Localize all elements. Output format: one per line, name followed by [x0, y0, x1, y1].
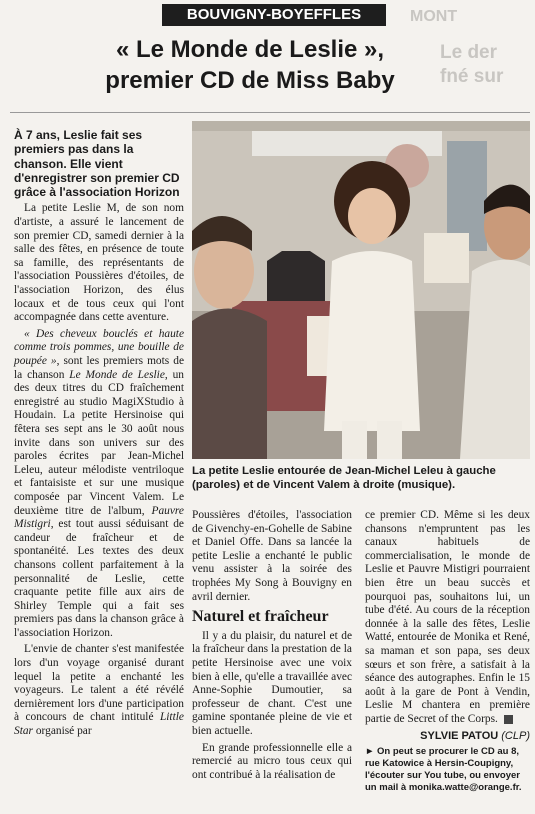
ghost-text: MONT [410, 8, 458, 25]
paragraph: En grande professionnelle elle a remercié au micro tous ceux qui ont contribué à la réalisation de [192, 741, 352, 781]
divider [10, 112, 530, 113]
song-title: Pauvre Mistigri [14, 504, 184, 531]
paragraph: Poussières d'étoiles, l'association de Givenchy-en-Gohelle de Sabine et Daniel Offe. Dans sa lancée la petite Leslie a enchanté le public venu assister à la soirée des trophées My Song à Bouvigny en avril dernier. [192, 509, 352, 603]
photo-caption: La petite Leslie entourée de Jean-Michel Leleu à gauche (paroles) et de Vincent Valem à droite (musique). [192, 465, 496, 491]
article-photo [192, 121, 530, 459]
paragraph: ce premier CD. Même si les deux chansons n'empruntent pas les canaux habituels de commercialisation, le monde de Leslie et Pauvre Mistigri pourraient bien être un beau succès et pourquoi pas, souhaitons lui, un tube d'été. Au cours de la réception donnée à la salle des fêtes, Leslie Watté, entourée de Monika et René, sa maman et son papa, ses deux sœurs et son frère, a satisfait à la séance des autographes. Enfin le 15 août à la gare de Pont à Vendin, Leslie M chantera en première partie de Secret of the Corps. [365, 509, 530, 725]
song-quote: « Des cheveux bouclés et haute comme trois pommes, une bouille de poupée » [14, 327, 184, 368]
article-headline [40, 34, 460, 96]
photo-illustration [192, 121, 530, 459]
song-title: Le Monde de Leslie [69, 368, 165, 381]
info-box: ► On peut se procurer le CD au 8, rue Katowice à Hersin-Coupigny, l'écouter sur You tube, ou envoyer un mail à monika.watte@orange.fr. [365, 746, 522, 794]
ghost-text: Le der [440, 42, 498, 63]
paragraph: « Des cheveux bouclés et haute comme trois pommes, une bouille de poupée », sont les premiers mots de la chanson Le Monde de Leslie, un des deux titres du CD fraîchement enregistré au studio MagiXStudio à Houdain. La petite Hersinoise qui fêtera ses sept ans le 30 août nous invite dans son univers sur des paroles écrites par Jean-Michel Leleu, auteur mélodiste ventriloque et fantaisiste et sur une musique composée par Vincent Valem. Le deuxième titre de l'album, Pauvre Mistigri, est tout aussi séduisant de candeur de fraîcheur et de spontanéité. Les textes des deux chansons collent parfaitement à la personnalité de Leslie, cette craquante petite fille aux airs de Shirley Temple qui a fait ses premiers pas dans la chanson grâce à l'association Horizon. [14, 327, 185, 639]
article-column-2 [192, 509, 352, 785]
ghost-text: fné sur [440, 66, 504, 87]
article-column-1 [14, 128, 184, 742]
article-column-3 [365, 509, 530, 797]
section-kicker: BOUVIGNY-BOYEFFLES [162, 4, 386, 26]
author-name: SYLVIE PATOU [420, 729, 499, 742]
agency: (CLP) [501, 729, 530, 742]
headline-line-2: premier CD de Miss Baby [105, 67, 395, 94]
paragraph: Il y a du plaisir, du naturel et de la fraîcheur dans la prestation de la petite Hersinoise avec une voix bien à elle, qu'elle a travaillée avec Anne-Sophie Dumoutier, sa professeur de chant. C'est une gamine spontanée pleine de vie et bien actuelle. [192, 629, 352, 737]
contest-title: Little Star [14, 711, 184, 738]
paragraph: La petite Leslie M, de son nom d'artiste, a assuré le lancement de son premier CD, samedi dernier à la salle des fêtes, en présence de toute sa famille, des représentants de l'association Poussières d'étoiles, de l'association Horizon, des élus locaux et de tous ceux qui l'ont accompagnée dans cette aventure. [14, 202, 184, 324]
article-lead: À 7 ans, Leslie fait ses premiers pas dans la chanson. Elle vient d'enregistrer son premier CD grâce à l'association Horizon [14, 128, 180, 200]
byline [365, 730, 530, 744]
headline-line-1: « Le Monde de Leslie », [115, 36, 385, 63]
paragraph: L'envie de chanter s'est manifestée lors d'un voyage organisé durant lequel la petite a enchanté les voyageurs. Le talent a été révélé dernièrement lors d'une participation à concours de chant intitulé Little Star organisé par [14, 643, 184, 738]
subheading: Naturel et fraîcheur [192, 608, 329, 626]
end-mark-icon [504, 715, 513, 724]
